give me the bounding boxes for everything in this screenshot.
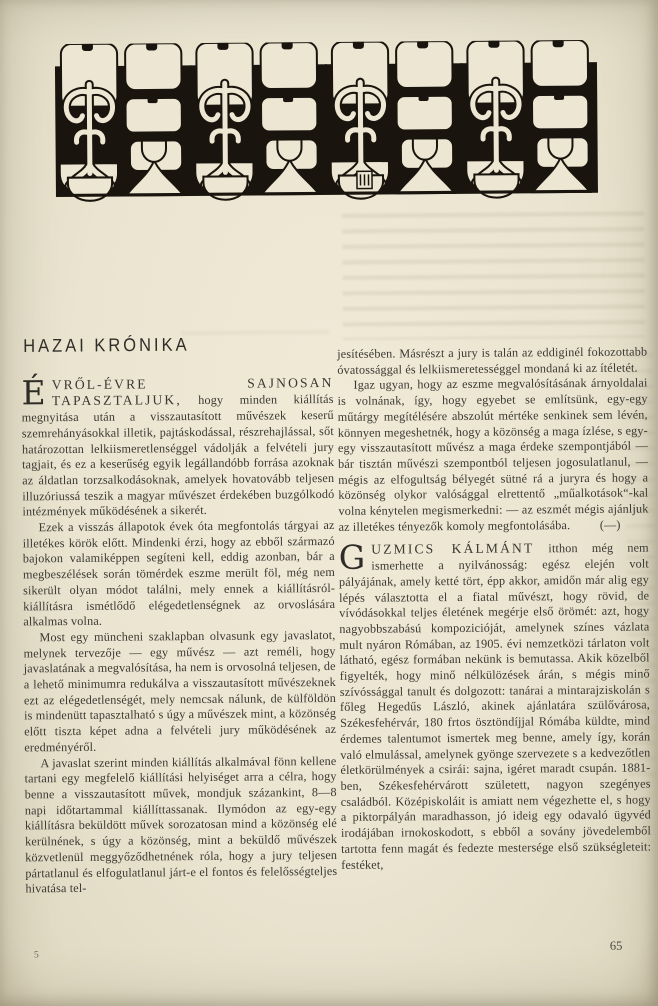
section-heading: HAZAI KRÓNIKA <box>23 334 190 357</box>
lead-small-caps: UZMICS KÁLMÁNT <box>371 540 535 558</box>
lead-body-text: hogy minden kiállítás megnyitása után a visszautasított művészek keserű szemrehányásokkal illetik, pajtáskodással, részrehajlással, sőt határozottan lelkiismeretlenséggel vádolják a felvételi jury tagjait, és ez a keserűség egyik legállandóbb forrása azoknak az áldatlan torzsalkodásoknak, amelyek hovatovább teljesen illuzóriussá teszik a magyar művészet érdekében buzgólkodó intézmények működésének a sikerét. <box>21 392 335 519</box>
bleedthrough-text-right-column <box>342 212 645 340</box>
page-number-left: 5 <box>33 950 39 961</box>
paragraph-end-mark: (—) <box>599 517 621 532</box>
paragraph: A javaslat szerint minden kiállítás alkalmával fönn kellene tartani egy megfelelő kiállítási helyiséget arra a célra, hogy benne a visszautasított művek, mondjuk százankint, 8—8 napi időtartammal kiállíttassanak. Ilymódon az egy-egy kiállításra beküldött művek sorozatosan mind a közönség elé kerülnének, s úgy a közönség, mint a beküldő művészek közvetlenül meggyőződhetnének róla, hogy a jury teljesen pártatlanul és elfogulatlanul járt-e el fontos és felelősségteljes hivatása tel- <box>24 753 338 896</box>
lead-body-text: itthon még nem ismerhette a nyilvánosság: egész elején volt pályájának, amely ketté tört, épp akkor, amidőn már alig egy lépés választotta el a fiatal művészt, hogy rövid, de vívódásokkal teljes életének megérje első örömét: azt, hogy nagyobbszabású kompozicióját, amelynek színes vázlata mult nyáron Rómában, az 1905. évi nemzetközi tárlaton volt látható, egész formában nekünk is bemutassa. Akik közelből figyelték, hogy minő nélkülözések árán, s mégis minő szívóssággal tanult és dolgozott: tanárai a mintarajziskolán s főleg Hegedűs László, akinek ajánlatára szülővárosa, Székesfehérvár, 180 frtos ösztöndíjjal Rómába küldte, mind érdemes talentumot ismertek meg benne, amely így, korán való elmulással, amelynek gyönge szervezete s a kedvezőtlen életkörülmények a csirái: sajna, igéret maradt csupán. 1881-ben, Székesfehérvárott született, nagyon szegényes családból. Középiskoláit is amiatt nem végezhette el, s hogy a piktorpályán maradhasson, jó ideig egy odavaló ügyvéd irodájában irnokoskodott, s ebből a sovány jövedelemből tartotta fenn magát és fedezte mestersége első szükségleteit: festéket, <box>338 540 652 872</box>
article-lead-paragraph <box>339 540 652 873</box>
paragraph: Most egy müncheni szaklapban olvasunk egy javaslatot, melynek tervezője — egy művész — azt reméli, hogy javaslatának a megvalósítása, ha nem is orvosolná teljesen, de a lehető minimumra redukálva a visszautasított művészeknek ezt az elégedetlenségét, mely nemcsak nálunk, de külföldön is mindenütt tapasztalható s úgy a művészek mint, a közönség előtt tiszta képet adna a felvételi jury működésének az eredményéről. <box>23 627 337 755</box>
drop-cap-initial-g: G <box>338 538 366 578</box>
paragraph: Ezek a visszás állapotok évek óta megfontolás tárgyai az illetékes körök előtt. Mindenki érzi, hogy az ebből származó bajokon valamiképpen segíteni kell, eddig azonban, bár a megbeszélések során tömérdek eszme merült föl, még nem sikerült olyan módot találni, mely ennek a kiállításról-kiállításra ismétlődő elégedetlenségnek az orvoslására alkalmas volna. <box>22 517 336 629</box>
drop-cap-initial-e: É <box>21 372 46 413</box>
art-nouveau-header-ornament <box>55 40 598 206</box>
article-lead-paragraph <box>21 372 335 521</box>
right-column <box>337 344 651 873</box>
left-column <box>21 334 338 897</box>
paragraph-continuation: jesítésében. Másrészt a jury is talán az eddiginél fokozottabb óvatossággal és lelkiismeretességgel mondaná ki az ítéletét. <box>337 344 648 377</box>
lead-small-caps: VRŐL-ÉVRE SAJNOSAN TAPASZTALJUK, <box>51 374 334 409</box>
page-number-right: 65 <box>609 938 623 953</box>
paragraph <box>337 376 648 535</box>
artist-monogram <box>357 171 372 188</box>
paragraph-text: Igaz ugyan, hogy az eszme megvalósításának árnyoldalai is volnának, így, hogy egyebet se említsünk, egy-egy műtárgy megítélésére abszolút mértéke senkinek sem lévén, könnyen megeshetnék, hogy a közönség a maga ízlése, s egy-egy visszautasított művész a maga érdeke szempontjából — bár tisztán művészi szempontból teljesen jogosulatlanul, — mégis az elfogultság bélyegét sütné rá a juryra és hogy a közönség olykor valósággal elrettentő „műalkotások“-kal volna kénytelen megismerkedni: — az eszmét mégis ajánljuk az illetékes tényezők komoly megfontolásába. <box>337 375 649 534</box>
